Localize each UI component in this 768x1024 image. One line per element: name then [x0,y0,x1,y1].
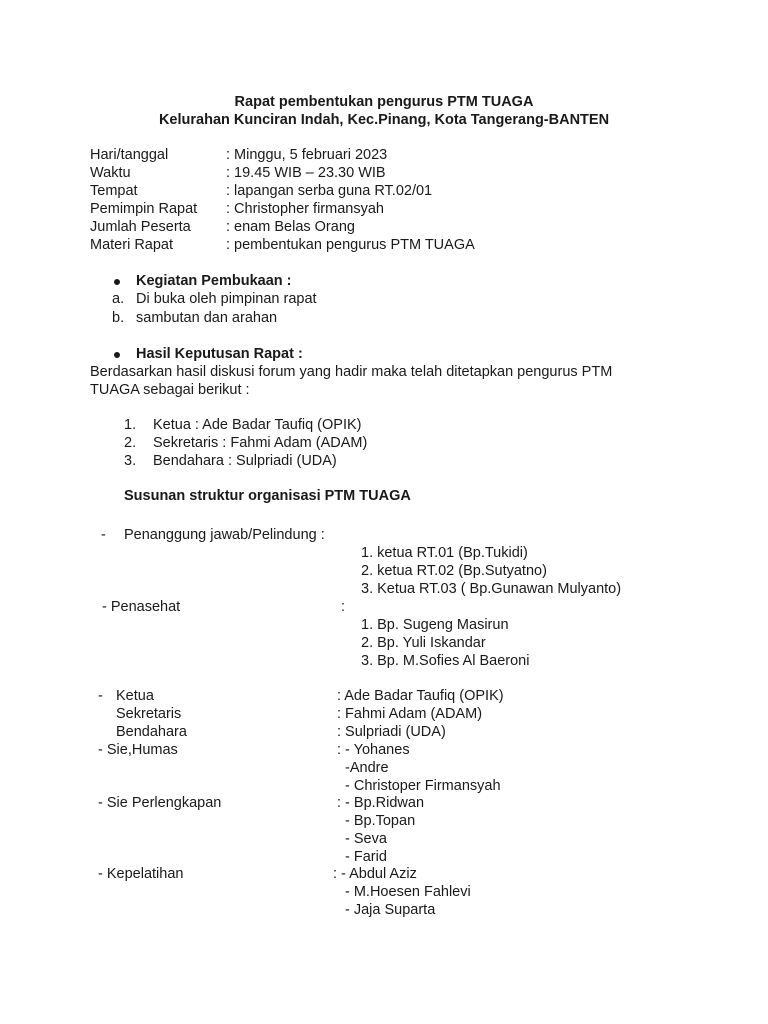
bullet-icon [114,279,120,285]
info-value-place: : lapangan serba guna RT.02/01 [226,183,433,199]
opening-marker-a: a. [112,291,125,307]
sekretaris-value: : Fahmi Adam (ADAM) [337,706,483,722]
opening-heading: Kegiatan Pembukaan : [136,273,292,289]
perlengkapan-value-1: : - Bp.Ridwan [337,795,425,811]
kepelatihan-value-3: - Jaja Suparta [345,902,436,918]
info-label-participants: Jumlah Peserta [90,219,191,235]
perlengkapan-value-3: - Seva [345,831,387,847]
info-value-topic: : pembentukan pengurus PTM TUAGA [226,237,475,253]
penasehat-item-1: 1. Bp. Sugeng Masirun [361,617,509,633]
penasehat-item-3: 3. Bp. M.Sofies Al Baeroni [361,653,530,669]
info-label-leader: Pemimpin Rapat [90,201,198,217]
ketua-dash: - [98,688,103,704]
ketua-label: Ketua [116,688,154,704]
pj-dash: - [101,527,106,543]
info-value-date: : Minggu, 5 februari 2023 [226,147,388,163]
title-line-2: Kelurahan Kunciran Indah, Kec.Pinang, Kota Tangerang-BANTEN [158,112,610,128]
decision-heading: Hasil Keputusan Rapat : [136,346,303,362]
opening-marker-b: b. [112,310,125,326]
info-label-time: Waktu [90,165,131,181]
bullet-icon [114,352,120,358]
info-value-participants: : enam Belas Orang [226,219,355,235]
penasehat-item-2: 2. Bp. Yuli Iskandar [361,635,486,651]
decision-item-3: Bendahara : Sulpriadi (UDA) [153,453,337,469]
pj-item-2: 2. ketua RT.02 (Bp.Sutyatno) [361,563,547,579]
pj-label: Penanggung jawab/Pelindung : [124,527,325,543]
kepelatihan-label: - Kepelatihan [98,866,184,882]
penasehat-colon: : [341,599,346,615]
structure-heading: Susunan struktur organisasi PTM TUAGA [124,488,411,504]
perlengkapan-value-4: - Farid [345,849,387,865]
perlengkapan-value-2: - Bp.Topan [345,813,416,829]
opening-item-b: sambutan dan arahan [136,310,278,326]
bendahara-value: : Sulpriadi (UDA) [337,724,446,740]
info-label-place: Tempat [90,183,138,199]
decision-paragraph-line-1: Berdasarkan hasil diskusi forum yang hadir maka telah ditetapkan pengurus PTM [90,364,613,380]
pj-item-3: 3. Ketua RT.03 ( Bp.Gunawan Mulyanto) [361,581,622,597]
decision-item-2: Sekretaris : Fahmi Adam (ADAM) [153,435,368,451]
decision-paragraph-line-2: TUAGA sebagai berikut : [90,382,250,398]
decision-marker-1: 1. [124,417,137,433]
info-value-time: : 19.45 WIB – 23.30 WIB [226,165,386,181]
sekretaris-label: Sekretaris [116,706,182,722]
info-label-date: Hari/tanggal [90,147,169,163]
info-label-topic: Materi Rapat [90,237,174,253]
decision-item-1: Ketua : Ade Badar Taufiq (OPIK) [153,417,362,433]
kepelatihan-value-2: - M.Hoesen Fahlevi [345,884,471,900]
penasehat-label: - Penasehat [102,599,181,615]
perlengkapan-label: - Sie Perlengkapan [98,795,222,811]
kepelatihan-value-1: : - Abdul Aziz [333,866,417,882]
title-line-1: Rapat pembentukan pengurus PTM TUAGA [234,94,534,110]
humas-value-1: : - Yohanes [337,742,410,758]
info-value-leader: : Christopher firmansyah [226,201,384,217]
humas-value-3: - Christoper Firmansyah [345,778,501,794]
humas-label: - Sie,Humas [98,742,178,758]
opening-item-a: Di buka oleh pimpinan rapat [136,291,317,307]
pj-item-1: 1. ketua RT.01 (Bp.Tukidi) [361,545,528,561]
decision-marker-3: 3. [124,453,137,469]
ketua-value: : Ade Badar Taufiq (OPIK) [337,688,504,704]
decision-marker-2: 2. [124,435,137,451]
humas-value-2: -Andre [345,760,389,776]
bendahara-label: Bendahara [116,724,187,740]
